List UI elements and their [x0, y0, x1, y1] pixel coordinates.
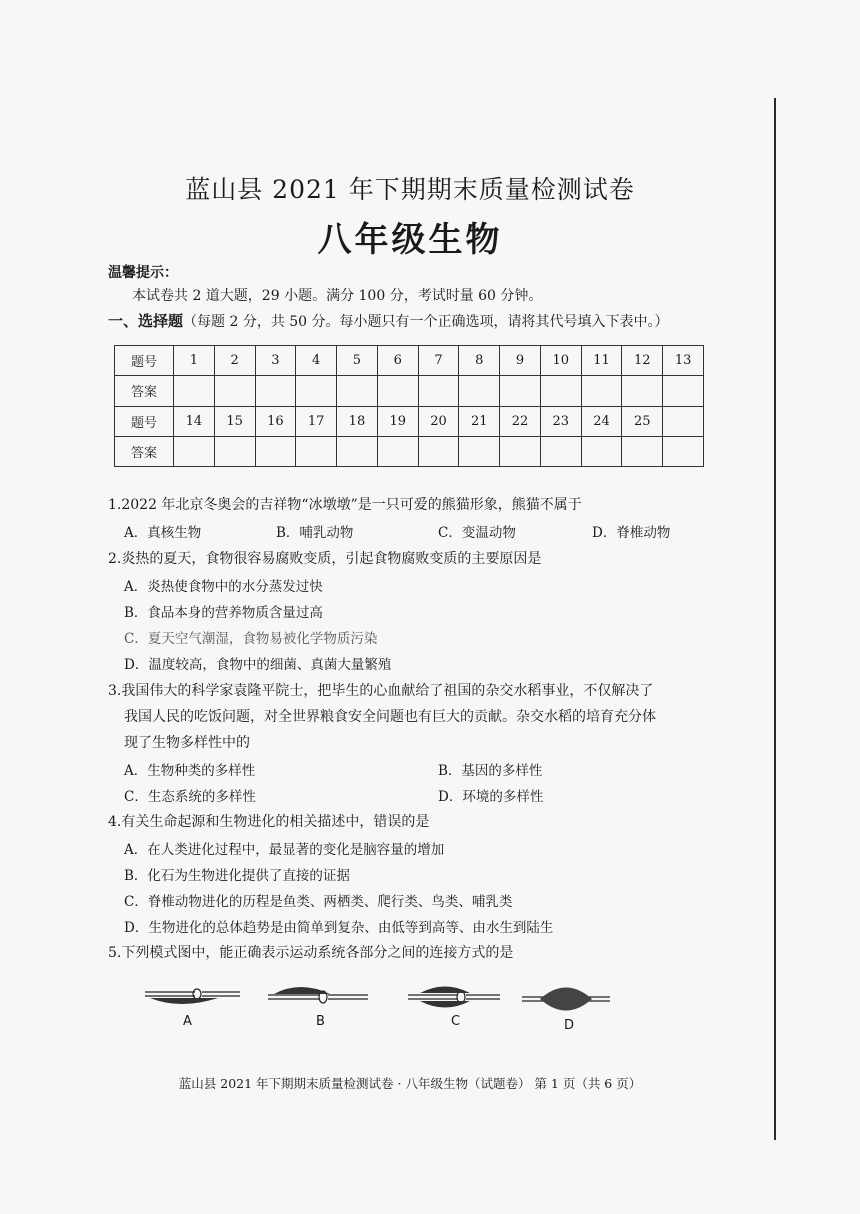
answer-cell[interactable] — [377, 436, 418, 466]
question-3-option-c[interactable]: C．生态系统的多样性 — [124, 789, 256, 805]
question-1-option-b[interactable]: B．哺乳动物 — [276, 525, 354, 541]
answer-cell[interactable] — [214, 376, 255, 406]
model-a-label: A — [183, 1014, 192, 1029]
answer-cell[interactable] — [540, 436, 581, 466]
table-row — [115, 346, 704, 376]
table-row — [115, 376, 704, 406]
answer-cell[interactable] — [337, 376, 378, 406]
question-number-cell: 21 — [459, 406, 500, 436]
answer-cell[interactable] — [459, 436, 500, 466]
answer-cell[interactable] — [663, 436, 704, 466]
row-label: 题号 — [115, 406, 174, 436]
musculoskeletal-models-figure — [140, 980, 620, 1032]
answer-table — [114, 345, 704, 467]
question-number-cell: 10 — [540, 346, 581, 376]
question-number-cell: 19 — [377, 406, 418, 436]
notice-heading: 温馨提示： — [108, 265, 178, 281]
answer-cell[interactable] — [500, 436, 541, 466]
row-label: 题号 — [115, 346, 174, 376]
question-number-cell: 8 — [459, 346, 500, 376]
question-4-option-c[interactable]: C．脊椎动物进化的历程是鱼类、两栖类、爬行类、鸟类、哺乳类 — [124, 894, 513, 910]
question-1-option-d[interactable]: D．脊椎动物 — [592, 525, 671, 541]
question-number-cell: 25 — [622, 406, 663, 436]
answer-cell[interactable] — [214, 436, 255, 466]
question-1-option-c[interactable]: C．变温动物 — [438, 525, 516, 541]
question-number-cell: 4 — [296, 346, 337, 376]
answer-cell[interactable] — [581, 376, 622, 406]
question-number-cell: 2 — [214, 346, 255, 376]
question-4-stem: 4.有关生命起源和生物进化的相关描述中，错误的是 — [108, 814, 430, 830]
question-5-stem: 5.下列模式图中，能正确表示运动系统各部分之间的连接方式的是 — [108, 945, 514, 961]
answer-cell[interactable] — [296, 376, 337, 406]
answer-cell[interactable] — [337, 436, 378, 466]
question-number-cell: 6 — [377, 346, 418, 376]
answer-cell[interactable] — [459, 376, 500, 406]
question-4-option-a[interactable]: A．在人类进化过程中，最显著的变化是脑容量的增加 — [124, 842, 445, 858]
answer-cell[interactable] — [622, 376, 663, 406]
row-label: 答案 — [115, 436, 174, 466]
question-3-option-b[interactable]: B．基因的多样性 — [438, 763, 543, 779]
exam-subject: 八年级生物 — [317, 220, 503, 260]
answer-cell[interactable] — [540, 376, 581, 406]
answer-cell[interactable] — [622, 436, 663, 466]
question-number-cell: 9 — [500, 346, 541, 376]
notice-text: 本试卷共 2 道大题，29 小题。满分 100 分，考试时量 60 分钟。 — [132, 288, 543, 304]
question-number-cell: 12 — [622, 346, 663, 376]
page-footer: 蓝山县 2021 年下期期末质量检测试卷 · 八年级生物（试题卷） 第 1 页（共 6 页） — [178, 1076, 642, 1091]
question-number-cell: 15 — [214, 406, 255, 436]
question-2-option-a[interactable]: A．炎热使食物中的水分蒸发过快 — [124, 579, 323, 595]
question-number-cell: 1 — [174, 346, 215, 376]
question-number-cell: 5 — [337, 346, 378, 376]
exam-title: 蓝山县 2021 年下期期末质量检测试卷 — [185, 175, 635, 204]
question-4-option-d[interactable]: D．生物进化的总体趋势是由简单到复杂、由低等到高等、由水生到陆生 — [124, 920, 554, 936]
answer-cell[interactable] — [174, 436, 215, 466]
model-d-diagram[interactable] — [522, 988, 610, 1011]
answer-cell[interactable] — [255, 376, 296, 406]
answer-cell[interactable] — [500, 376, 541, 406]
question-2-option-b[interactable]: B．食品本身的营养物质含量过高 — [124, 605, 323, 621]
answer-cell[interactable] — [255, 436, 296, 466]
question-2-option-c[interactable]: C．夏天空气潮湿，食物易被化学物质污染 — [124, 631, 378, 647]
question-number-cell — [663, 406, 704, 436]
question-2-stem: 2.炎热的夏天，食物很容易腐败变质，引起食物腐败变质的主要原因是 — [108, 551, 542, 567]
model-b-diagram[interactable] — [268, 987, 368, 1003]
answer-cell[interactable] — [174, 376, 215, 406]
answer-cell[interactable] — [418, 436, 459, 466]
question-number-cell: 11 — [581, 346, 622, 376]
section-heading — [108, 310, 669, 331]
question-number-cell: 13 — [663, 346, 704, 376]
answer-cell[interactable] — [377, 376, 418, 406]
question-number-cell: 18 — [337, 406, 378, 436]
question-2-option-d[interactable]: D．温度较高，食物中的细菌、真菌大量繁殖 — [124, 657, 392, 673]
answer-cell[interactable] — [581, 436, 622, 466]
question-1-stem: 1.2022 年北京冬奥会的吉祥物“冰墩墩”是一只可爱的熊猫形象，熊猫不属于 — [108, 497, 582, 513]
model-d-label: D — [564, 1018, 575, 1033]
question-number-cell: 22 — [500, 406, 541, 436]
question-3-stem-line-2: 我国人民的吃饭问题，对全世界粮食安全问题也有巨大的贡献。杂交水稻的培育充分体 — [124, 709, 656, 725]
answer-cell[interactable] — [663, 376, 704, 406]
section-title: 一、选择题 — [108, 312, 184, 330]
question-3-stem-line-1: 3.我国伟大的科学家袁隆平院士，把毕生的心血献给了祖国的杂交水稻事业，不仅解决了 — [108, 683, 654, 699]
answer-cell[interactable] — [296, 436, 337, 466]
question-3-option-a[interactable]: A．生物种类的多样性 — [124, 763, 256, 779]
question-4-option-b[interactable]: B．化石为生物进化提供了直接的证据 — [124, 868, 350, 884]
question-3-option-d[interactable]: D．环境的多样性 — [438, 789, 544, 805]
model-c-label: C — [451, 1014, 461, 1029]
question-1-option-a[interactable]: A．真核生物 — [124, 525, 202, 541]
question-number-cell: 14 — [174, 406, 215, 436]
question-number-cell: 3 — [255, 346, 296, 376]
model-a-diagram[interactable] — [145, 989, 240, 1004]
question-3-stem-line-3: 现了生物多样性中的 — [124, 735, 250, 751]
question-number-cell: 20 — [418, 406, 459, 436]
question-number-cell: 17 — [296, 406, 337, 436]
model-b-label: B — [316, 1014, 325, 1029]
answer-cell[interactable] — [418, 376, 459, 406]
question-number-cell: 24 — [581, 406, 622, 436]
question-number-cell: 16 — [255, 406, 296, 436]
table-row — [115, 436, 704, 466]
table-row — [115, 406, 704, 436]
row-label: 答案 — [115, 376, 174, 406]
question-number-cell: 23 — [540, 406, 581, 436]
question-number-cell: 7 — [418, 346, 459, 376]
section-instruction: （每题 2 分，共 50 分。每小题只有一个正确选项，请将其代号填入下表中。） — [183, 314, 669, 330]
model-c-diagram[interactable] — [408, 987, 500, 1008]
